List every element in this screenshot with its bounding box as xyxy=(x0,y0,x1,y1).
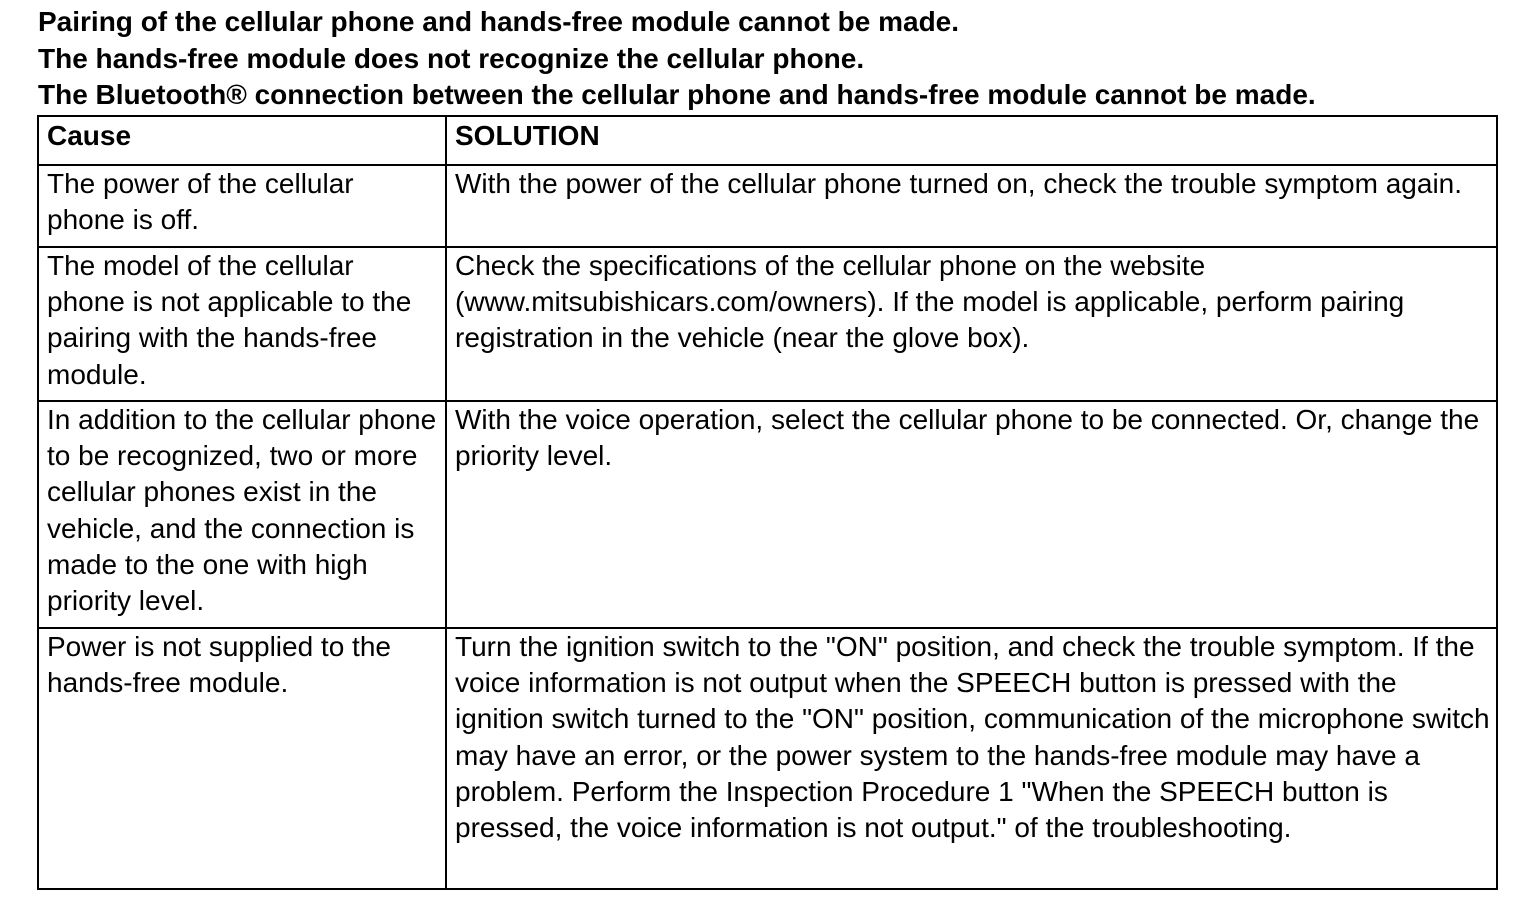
cause-cell: The model of the cellular phone is not applicable to the pairing with the hands-free module. xyxy=(38,247,446,401)
cause-column-header: Cause xyxy=(38,116,446,165)
symptom-heading-1: Pairing of the cellular phone and hands-free module cannot be made. xyxy=(38,6,960,37)
cause-cell: Power is not supplied to the hands-free module. xyxy=(38,628,446,889)
table-row xyxy=(38,628,1497,889)
table-row xyxy=(38,401,1497,628)
cause-cell: In addition to the cellular phone to be recognized, two or more cellular phones exist in the vehicle, and the connection is made to the one with high priority level. xyxy=(38,401,446,628)
solution-column-header: SOLUTION xyxy=(446,116,1497,165)
table-row xyxy=(38,165,1497,247)
solution-cell: Turn the ignition switch to the "ON" position, and check the trouble symptom. If the voice information is not output when the SPEECH button is pressed with the ignition switch turned to the "ON" position, communication of the microphone switch may have an error, or the power system to the hands-free module may have a problem. Perform the Inspection Procedure 1 "When the SPEECH button is pressed, the voice information is not output." of the troubleshooting. xyxy=(446,628,1497,889)
symptom-heading-2: The hands-free module does not recognize the cellular phone. xyxy=(38,42,865,74)
symptom-heading-3: The Bluetooth® connection between the cellular phone and hands-free module cannot be made. xyxy=(38,79,1316,110)
cause-cell: The power of the cellular phone is off. xyxy=(38,165,446,247)
table-header-row xyxy=(38,116,1497,165)
cause-solution-table xyxy=(37,115,1498,890)
solution-cell: Check the specifications of the cellular phone on the website (www.mitsubishicars.com/owners). If the model is applicable, perform pairing registration in the vehicle (near the glove box). xyxy=(446,247,1497,401)
solution-cell: With the voice operation, select the cellular phone to be connected. Or, change the priority level. xyxy=(446,401,1497,628)
table-row xyxy=(38,247,1497,401)
solution-cell: With the power of the cellular phone turned on, check the trouble symptom again. xyxy=(446,165,1497,247)
symptom-headings xyxy=(38,4,1508,114)
